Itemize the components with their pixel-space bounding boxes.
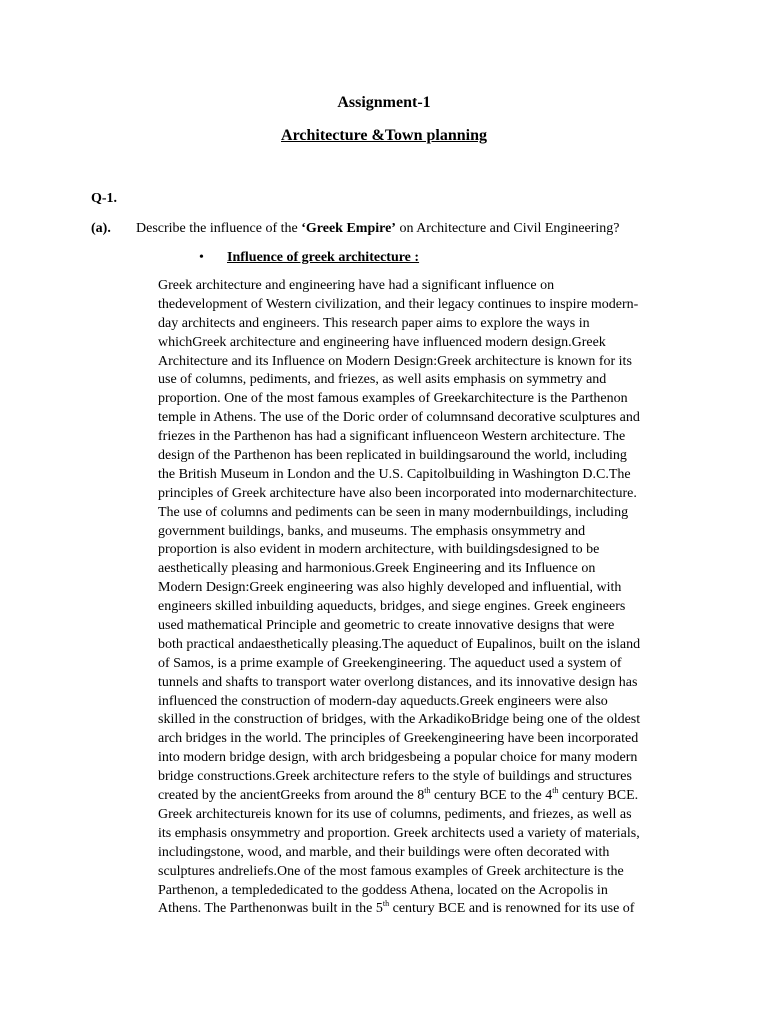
paragraph-line: Architecture and its Influence on Modern Design:Greek architecture is known for its bbox=[158, 353, 632, 369]
paragraph-line: engineers skilled inbuilding aqueducts, bridges, and siege engines. Greek engineers bbox=[158, 599, 626, 615]
paragraph-line-superscript bbox=[158, 787, 686, 806]
superscript: th bbox=[382, 899, 390, 909]
part-text-emphasis: ‘Greek Empire’ bbox=[301, 221, 396, 236]
line-text: century BCE. bbox=[558, 788, 639, 804]
paragraph-line: Modern Design:Greek engineering was also highly developed and influential, with bbox=[158, 580, 622, 596]
paragraph-line: includingstone, wood, and marble, and their buildings were often decorated with bbox=[158, 844, 610, 860]
paragraph-line: The use of columns and pediments can be seen in many modernbuildings, including bbox=[158, 504, 629, 520]
paragraph-line: day architects and engineers. This research paper aims to explore the ways in bbox=[158, 315, 590, 331]
paragraph-line: Greek architectureis known for its use of columns, pediments, and friezes, as well as bbox=[158, 806, 632, 822]
line-text: century BCE and is renowned for its use of bbox=[389, 901, 635, 917]
line-text: century BCE to the 4 bbox=[430, 788, 553, 804]
paragraph-line: bridge constructions.Greek architecture refers to the style of buildings and structures bbox=[158, 769, 632, 785]
paragraph-line: temple in Athens. The use of the Doric order of columnsand decorative sculptures and bbox=[158, 410, 640, 426]
paragraph-line: design of the Parthenon has been replicated in buildingsaround the world, including bbox=[158, 448, 627, 464]
paragraph-line: proportion. One of the most famous examples of Greekarchitecture is the Parthenon bbox=[158, 391, 628, 407]
line-text: Athens. The Parthenonwas built in the 5 bbox=[158, 901, 383, 917]
body-paragraph bbox=[158, 277, 686, 919]
paragraph-line: Parthenon, a templededicated to the goddess Athena, located on the Acropolis in bbox=[158, 882, 608, 898]
superscript: th bbox=[424, 786, 431, 796]
question-label: Q-1. bbox=[91, 191, 118, 206]
line-text: created by the ancientGreeks from around the 8 bbox=[158, 788, 425, 804]
superscript: th bbox=[552, 786, 559, 796]
paragraph-line: principles of Greek architecture have also been incorporated into modernarchitecture. bbox=[158, 485, 637, 501]
paragraph-line: both practical andaesthetically pleasing.The aqueduct of Eupalinos, built on the island bbox=[158, 636, 641, 652]
paragraph-line: aesthetically pleasing and harmonious.Greek Engineering and its Influence on bbox=[158, 561, 596, 577]
paragraph-line: sculptures andreliefs.One of the most famous examples of Greek architecture is the bbox=[158, 863, 624, 879]
paragraph-line: friezes in the Parthenon has had a significant influenceon Western architecture. The bbox=[158, 429, 626, 445]
paragraph-line: of Samos, is a prime example of Greekengineering. The aqueduct used a system of bbox=[158, 655, 622, 671]
paragraph-line: used mathematical Principle and geometric to create innovative designs that were bbox=[158, 618, 615, 634]
paragraph-line: skilled in the construction of bridges, with the ArkadikoBridge being one of the oldest bbox=[158, 712, 641, 728]
paragraph-line: into modern bridge design, with arch bridgesbeing a popular choice for many modern bbox=[158, 750, 638, 766]
paragraph-line: the British Museum in London and the U.S. Capitolbuilding in Washington D.C.The bbox=[158, 466, 631, 482]
paragraph-line: influenced the construction of modern-day aqueducts.Greek engineers were also bbox=[158, 693, 608, 709]
paragraph-line-superscript bbox=[158, 900, 686, 919]
part-label: (a). bbox=[91, 221, 111, 236]
paragraph-line: arch bridges in the world. The principles of Greekengineering have been incorporated bbox=[158, 731, 639, 747]
paragraph-line: whichGreek architecture and engineering have influenced modern design.Greek bbox=[158, 334, 606, 350]
paragraph-line: proportion is also evident in modern architecture, with buildingsdesigned to be bbox=[158, 542, 600, 558]
paragraph-line: use of columns, pediments, and friezes, as well asits emphasis on symmetry and bbox=[158, 372, 607, 388]
paragraph-line: Greek architecture and engineering have had a significant influence on bbox=[158, 278, 555, 293]
paragraph-line: thedevelopment of Western civilization, and their legacy continues to inspire modern- bbox=[158, 296, 639, 312]
part-text-before: Describe the influence of the bbox=[136, 221, 302, 236]
document-subtitle: Architecture &Town planning bbox=[281, 127, 487, 144]
part-question-text bbox=[136, 219, 620, 239]
document-title: Assignment-1 bbox=[337, 94, 431, 111]
bullet-icon: • bbox=[199, 250, 204, 265]
paragraph-line: its emphasis onsymmetry and proportion. Greek architects used a variety of materials, bbox=[158, 825, 640, 841]
bullet-heading: Influence of greek architecture : bbox=[227, 250, 420, 265]
part-text-after: on Architecture and Civil Engineering? bbox=[395, 221, 620, 236]
paragraph-line: tunnels and shafts to transport water overlong distances, and its innovative design has bbox=[158, 674, 638, 690]
paragraph-line: government buildings, banks, and museums. The emphasis onsymmetry and bbox=[158, 523, 586, 539]
